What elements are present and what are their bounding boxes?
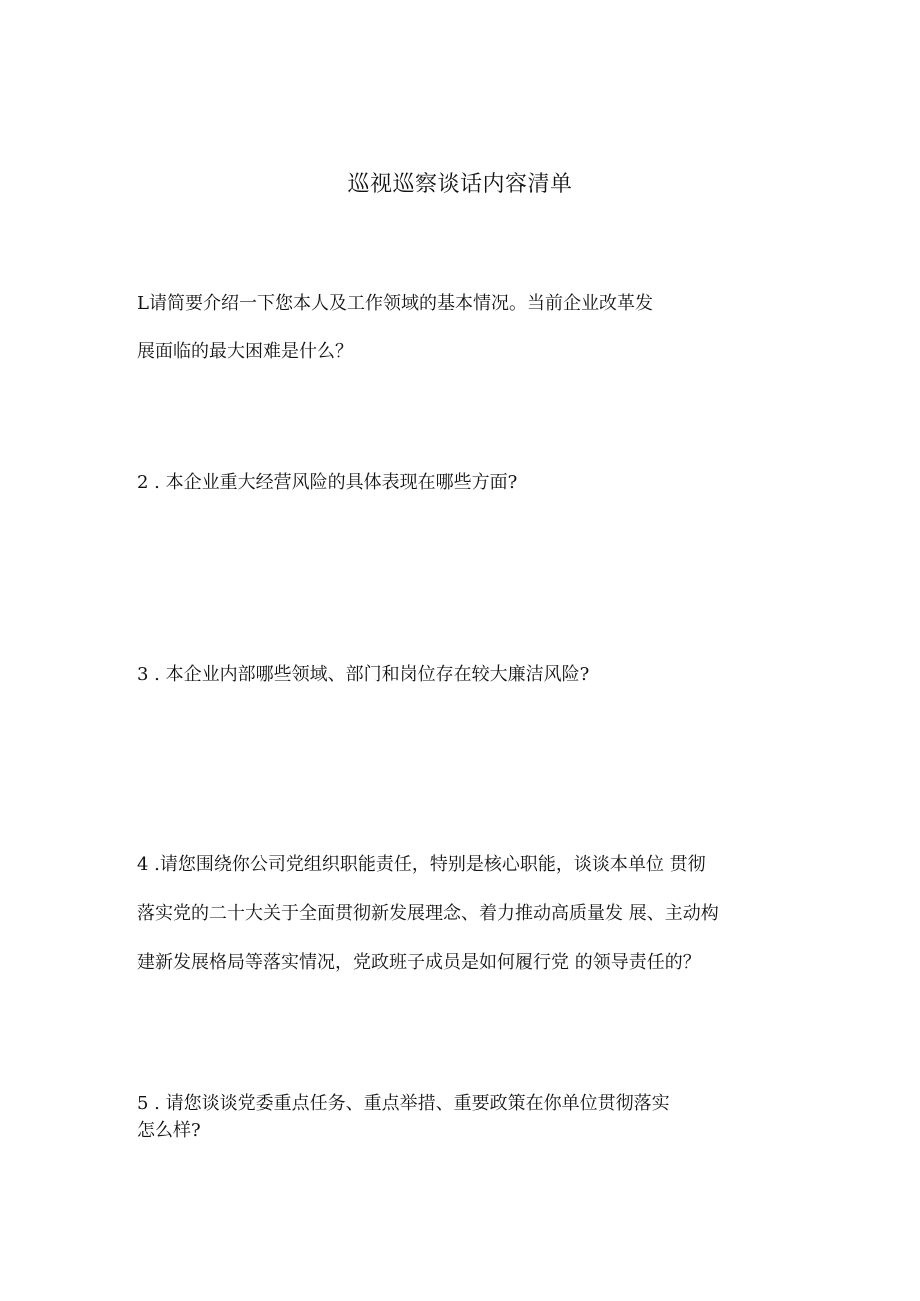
question-5-line-2: 怎么样? (137, 1120, 201, 1141)
question-3-line-1: 3 . 本企业内部哪些领域、部门和岗位存在较大廉洁风险? (137, 664, 590, 685)
question-2-line-1: 2 . 本企业重大经营风险的具体表现在哪些方面? (137, 472, 518, 493)
question-4-line-3: 建新发展格局等落实情况，党政班子成员是如何履行党 的领导责任的？ (137, 952, 701, 973)
question-1-line-2: 展面临的最大困难是什么？ (137, 341, 353, 362)
question-3 (137, 662, 797, 688)
question-4-line-1: 4 .请您围绕你公司党组织职能责任，特别是核心职能，谈谈本单位 贯彻 (137, 854, 706, 875)
question-1 (137, 280, 797, 376)
question-5-line-1: 5 . 请您谈谈党委重点任务、重点举措、重要政策在你单位贯彻落实 (137, 1093, 670, 1114)
question-4 (137, 840, 797, 987)
question-2 (137, 470, 797, 496)
question-1-line-1: L请简要介绍一下您本人及工作领域的基本情况。当前企业改革发 (137, 293, 653, 314)
question-4-line-2: 落实党的二十大关于全面贯彻新发展理念、着力推动高质量发 展、主动构 (137, 903, 719, 924)
document-title: 巡视巡察谈话内容清单 (347, 172, 573, 197)
question-5 (137, 1090, 797, 1144)
